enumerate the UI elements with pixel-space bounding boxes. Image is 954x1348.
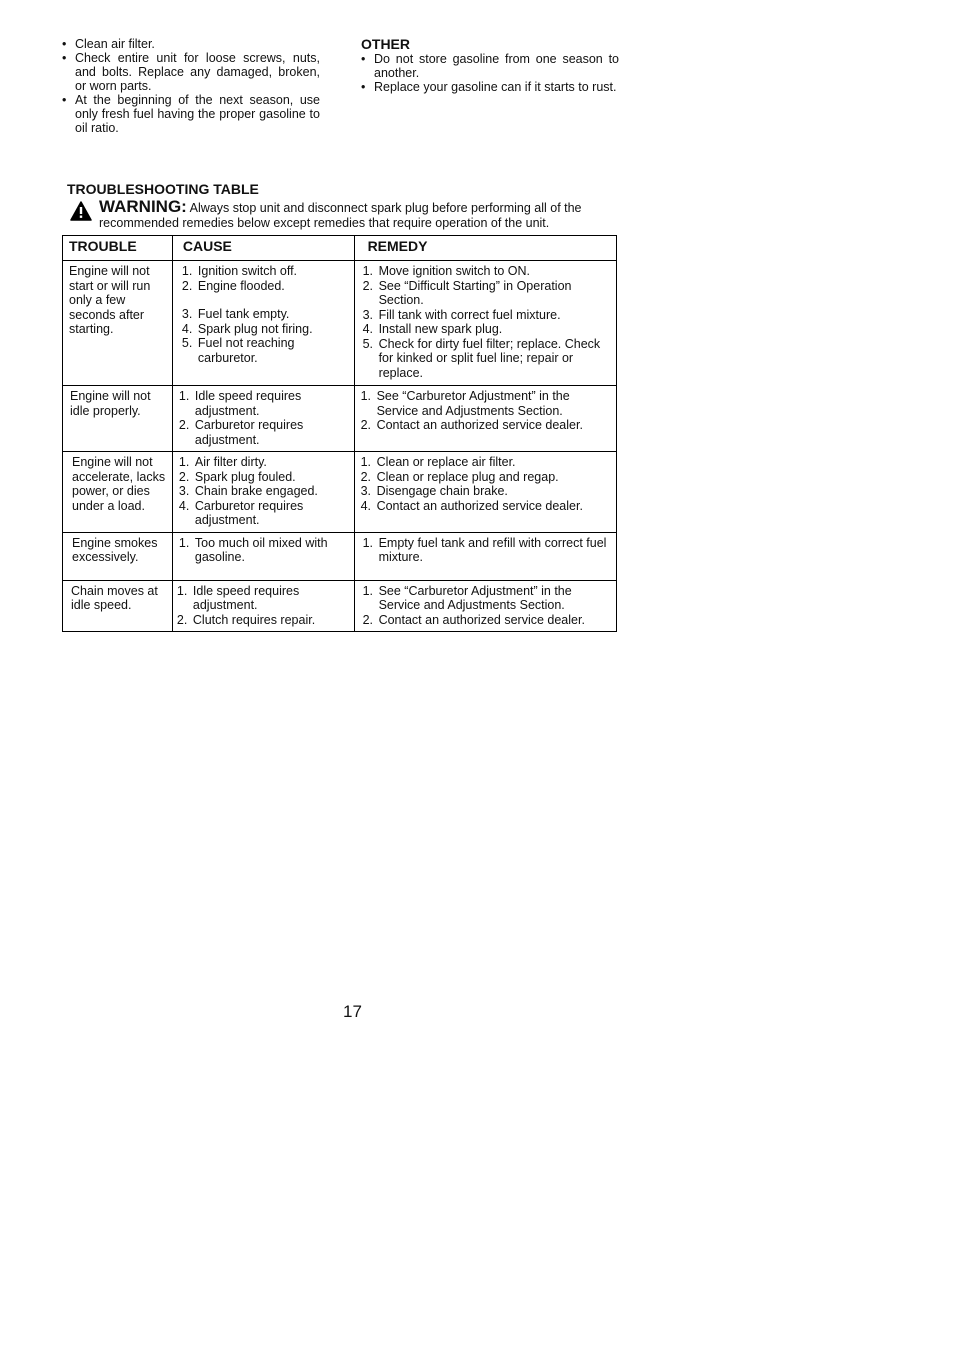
other-heading: OTHER bbox=[361, 36, 410, 52]
header-remedy: REMEDY bbox=[354, 236, 616, 261]
warning-text-block bbox=[99, 199, 619, 231]
list-item: • Do not store gasoline from one season to another. bbox=[361, 52, 619, 80]
cause-item: 2. Spark plug fouled. bbox=[178, 469, 296, 484]
remedy-cell bbox=[354, 532, 616, 580]
cause-cell bbox=[172, 532, 354, 580]
remedy-item: 4. Contact an authorized service dealer. bbox=[360, 498, 583, 513]
cause-item: 1. Ignition switch off. bbox=[181, 264, 298, 278]
warning-text: Always stop unit and disconnect spark plug before performing all of the recommended remedies below except remedies that require operation of the unit. bbox=[99, 201, 582, 230]
cause-item: 2. Clutch requires repair. bbox=[176, 612, 316, 627]
remedy-item: 2. Contact an authorized service dealer. bbox=[362, 612, 585, 627]
cause-item: 1. Idle speed requires adjustment. bbox=[178, 389, 302, 418]
cause-item: 1. Too much oil mixed with gasoline. bbox=[178, 535, 328, 564]
list-item: • At the beginning of the next season, use only fresh fuel having the proper gasoline to oil ratio. bbox=[62, 93, 320, 135]
table-row bbox=[63, 580, 617, 632]
remedy-item: 1. Move ignition switch to ON. bbox=[362, 264, 531, 278]
trouble-cell: Engine will not idle properly. bbox=[63, 386, 173, 452]
warning-triangle-icon bbox=[70, 201, 92, 221]
table-row bbox=[63, 532, 617, 580]
cause-item: 2. Carburetor requires adjustment. bbox=[178, 418, 304, 447]
page-number: 17 bbox=[343, 1002, 362, 1021]
cause-item: 3. Fuel tank empty. bbox=[181, 307, 290, 321]
remedy-cell bbox=[354, 580, 616, 632]
table-row bbox=[63, 452, 617, 533]
table-header-row bbox=[63, 236, 617, 261]
other-section bbox=[361, 36, 619, 94]
remedy-item: 3. Disengage chain brake. bbox=[360, 484, 508, 498]
trouble-cell: Chain moves at idle speed. bbox=[63, 580, 173, 632]
cause-item: 2. Engine flooded. bbox=[181, 278, 285, 293]
cause-item: 1. Idle speed requires adjustment. bbox=[176, 583, 300, 612]
cause-item: 4. Carburetor requires adjustment. bbox=[178, 498, 304, 527]
maintenance-list bbox=[62, 37, 320, 135]
remedy-item: 5. Check for dirty fuel filter; replace. Check for kinked or split fuel line; repair or replace. bbox=[362, 336, 601, 380]
cause-item: 1. Air filter dirty. bbox=[178, 455, 267, 469]
remedy-item: 2. Contact an authorized service dealer. bbox=[360, 418, 583, 432]
cause-cell bbox=[172, 261, 354, 386]
remedy-item: 1. See “Carburetor Adjustment” in the Service and Adjustments Section. bbox=[362, 583, 572, 612]
remedy-item: 1. Empty fuel tank and refill with correct fuel mixture. bbox=[362, 535, 607, 564]
cause-item: 5. Fuel not reaching carburetor. bbox=[181, 336, 295, 365]
list-item: • Check entire unit for loose screws, nuts, and bolts. Replace any damaged, broken, or worn parts. bbox=[62, 51, 320, 93]
remedy-item: 1. Clean or replace air filter. bbox=[360, 455, 516, 469]
cause-cell bbox=[172, 452, 354, 533]
remedy-cell bbox=[354, 452, 616, 533]
list-item: • Replace your gasoline can if it starts to rust. bbox=[361, 80, 619, 94]
remedy-cell bbox=[354, 386, 616, 452]
remedy-item: 4. Install new spark plug. bbox=[362, 322, 503, 336]
header-cause: CAUSE bbox=[172, 236, 354, 261]
remedy-item: 2. Clean or replace plug and regap. bbox=[360, 469, 559, 484]
table-row bbox=[63, 386, 617, 452]
trouble-cell: Engine will not accelerate, lacks power, or dies under a load. bbox=[63, 452, 173, 533]
remedy-item: 3. Fill tank with correct fuel mixture. bbox=[362, 307, 561, 322]
header-trouble: TROUBLE bbox=[63, 236, 173, 261]
trouble-cell: Engine smokes excessively. bbox=[63, 532, 173, 580]
cause-item: 3. Chain brake engaged. bbox=[178, 484, 318, 498]
trouble-cell: Engine will not start or will run only a few seconds after starting. bbox=[63, 261, 173, 386]
remedy-item: 1. See “Carburetor Adjustment” in the Service and Adjustments Section. bbox=[360, 389, 570, 418]
remedy-item: 2. See “Difficult Starting” in Operation Section. bbox=[362, 278, 572, 307]
cause-item: 4. Spark plug not firing. bbox=[181, 321, 313, 336]
list-item: • Clean air filter. bbox=[62, 37, 320, 51]
cause-cell bbox=[172, 580, 354, 632]
warning-label: WARNING: bbox=[99, 197, 187, 216]
troubleshooting-table bbox=[62, 235, 617, 632]
cause-cell bbox=[172, 386, 354, 452]
troubleshooting-title: TROUBLESHOOTING TABLE bbox=[67, 181, 259, 197]
table-row bbox=[63, 261, 617, 386]
remedy-cell bbox=[354, 261, 616, 386]
